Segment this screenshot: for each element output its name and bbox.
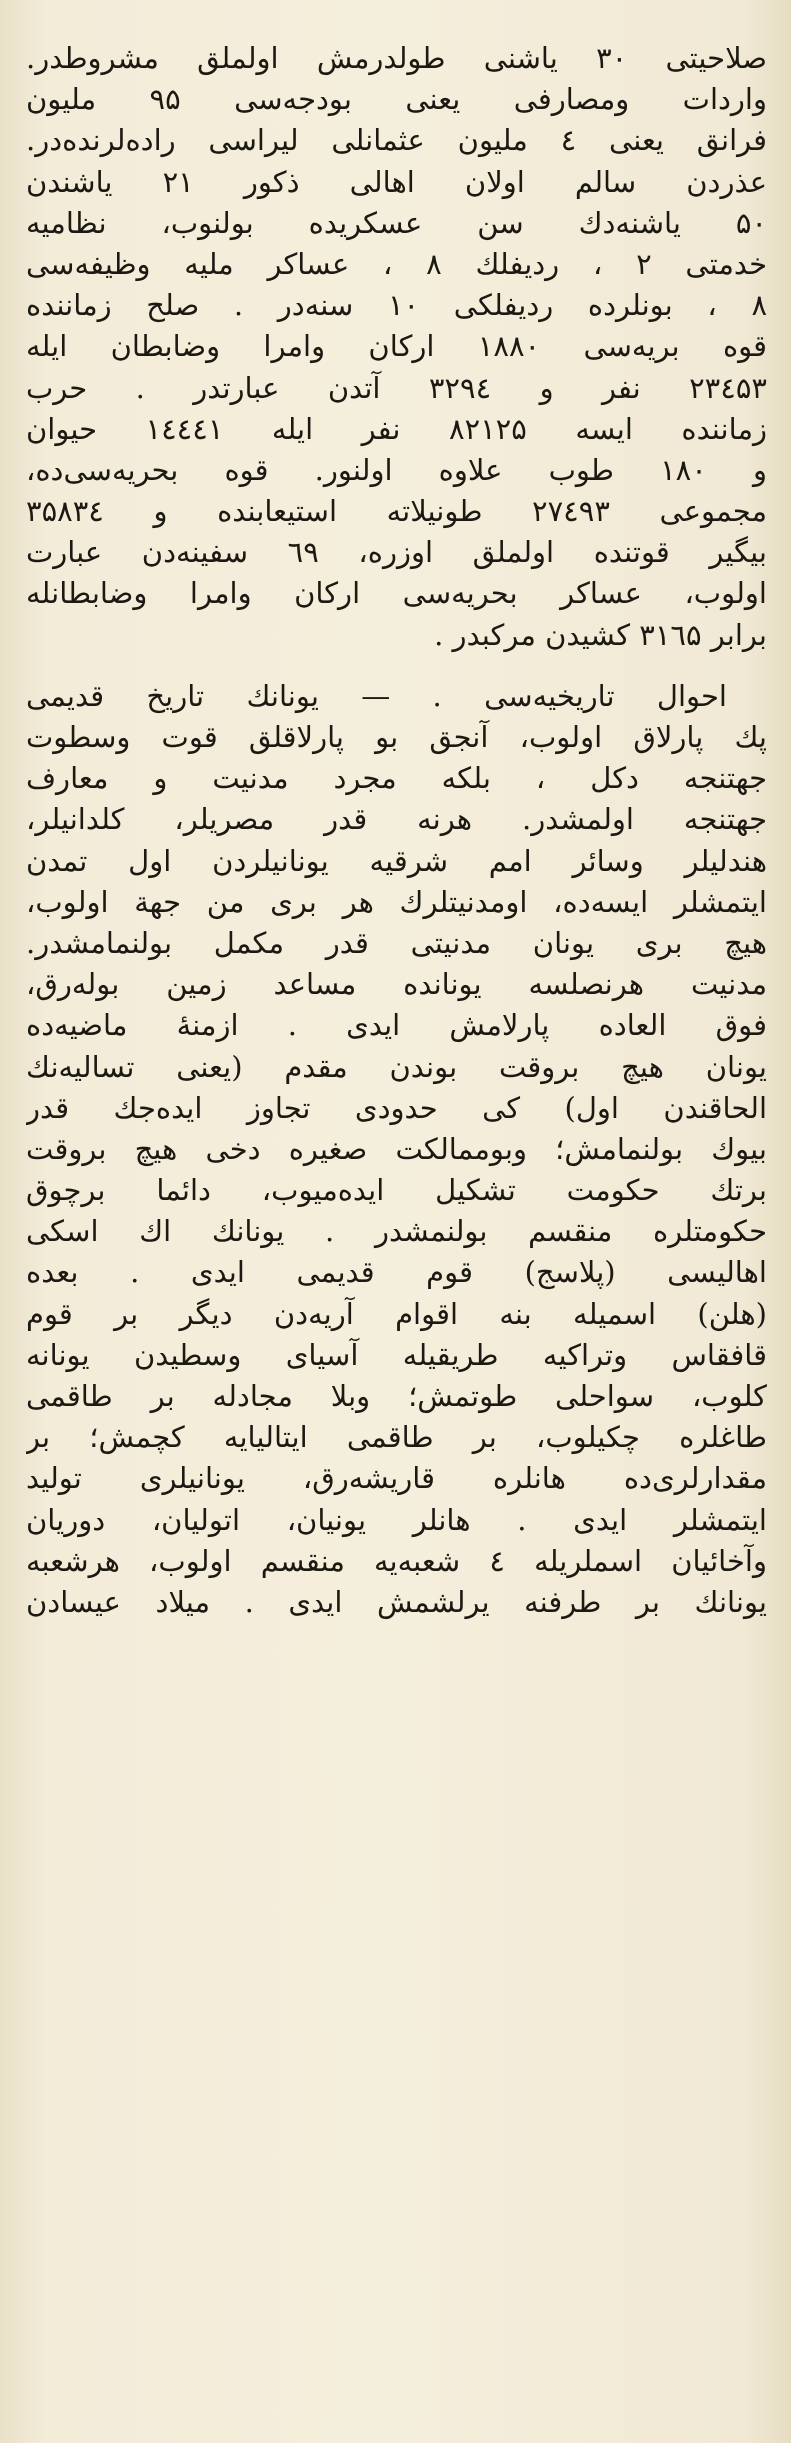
- text-line: بیگیر قوتنده اولملق اوزره، ٦۹ سفینه‌دن عبارت: [26, 535, 767, 570]
- text-line: خدمتی ۲ ، ردیفلك ۸ ، عساکر ملیه وظیفه‌سی: [26, 246, 767, 281]
- text-line: کلوب، سواحلی طوتمش؛ وبلا مجادله بر طاقمی: [26, 1379, 767, 1413]
- text-line: مجموعی ۲۷٤۹۳ طونیلاته استیعابنده و ۳۵۸۳٤: [26, 494, 767, 529]
- text-line: برتك حکومت تشکیل ایده‌میوب، دائما برچوق: [26, 1173, 767, 1208]
- text-line: یونان هیچ بروقت بوندن مقدم (یعنی تسالیه‌نك: [26, 1049, 767, 1084]
- text-line: جهتنجه اولمشدر. هرنه قدر مصریلر، کلدانیلر،: [26, 802, 767, 837]
- text-line: ۵۰ یاشنه‌دك سن عسکریده بولنوب، نظامیه: [26, 205, 767, 240]
- text-line: اهالیسی (پلاسج) قوم قدیمی ایدی . بعده: [26, 1255, 767, 1290]
- text-line: (هلن) اسمیله بنه اقوام آریه‌دن دیگر بر قوم: [26, 1296, 767, 1331]
- text-line: و ۱۸۰ طوب علاوه اولنور. قوه بحریه‌سی‌ده،: [26, 452, 767, 487]
- text-line: الحاقندن اول) کی حدودی تجاوز ایده‌جك قدر: [26, 1090, 767, 1125]
- text-line: فرانق یعنی ٤ ملیون عثمانلی لیراسی راده‌لرنده‌در.: [26, 123, 767, 158]
- section-heading-line: احوال تاریخیه‌سی . — یونانك تاریخ قدیمی: [26, 678, 727, 713]
- text-line: جهتنجه دکل ، بلکه مجرد مدنیت و معارف: [26, 761, 767, 796]
- text-line: وآخائیان اسملریله ٤ شعبه‌یه منقسم اولوب، هرشعبه: [26, 1543, 767, 1578]
- text-line: ۲۳٤۵۳ نفر و ۳۲۹٤ آتدن عبارتدر . حرب: [26, 370, 767, 405]
- text-line: قوه بریه‌سی ۱۸۸۰ ارکان وامرا وضابطان ایله: [26, 329, 767, 364]
- text-line: زماننده ایسه ۸۲۱۲۵ نفر ایله ۱٤٤٤۱ حیوان: [26, 411, 767, 446]
- text-line: پك پارلاق اولوب، آنجق بو پارلاقلق قوت وسطوت: [26, 720, 767, 754]
- text-line: فوق العاده پارلامش ایدی . ازمنهٔ ماضیه‌ده: [26, 1008, 767, 1043]
- text-line: اولوب، عساکر بحریه‌سی ارکان وامرا وضابطانله: [26, 576, 767, 611]
- text-line: هیچ بری یونان مدنیتی قدر مکمل بولنمامشدر.: [26, 925, 767, 960]
- text-line: ایتمشلر ایسه‌ده، اومدنیتلرك هر بری من جهة اولوب،: [26, 884, 767, 919]
- text-line: واردات ومصارفی یعنی بودجه‌سی ۹۵ ملیون: [26, 82, 767, 117]
- text-line: ۸ ، بونلرده ردیفلکی ۱۰ سنه‌در . صلح زماننده: [26, 288, 767, 323]
- text-line: مقدارلری‌ده هانلره قاریشه‌رق، یونانیلری تولید: [26, 1461, 767, 1496]
- text-line: طاغلره چکیلوب، بر طاقمی ایتالیایه کچمش؛ بر: [26, 1420, 767, 1455]
- text-line: بیوك بولنمامش؛ وبوممالکت صغیره دخی هیچ بروقت: [26, 1131, 767, 1166]
- text-line: برابر ۳۱٦۵ کشیدن مرکبدر .: [434, 617, 767, 652]
- text-line: قافقاس وتراکیه طریقیله آسیای وسطیدن یونانه: [26, 1337, 767, 1372]
- text-line: عذردن سالم اولان اهالی ذکور ۲۱ یاشندن: [26, 164, 767, 199]
- text-line: یونانك بر طرفنه یرلشمش ایدی . میلاد عیسادن: [26, 1584, 767, 1619]
- text-line: حکومتلره منقسم بولنمشدر . یونانك اك اسکی: [26, 1214, 767, 1249]
- paragraph-history: [26, 676, 767, 1623]
- text-line: مدنیت هرنصلسه یونانده مساعد زمین بوله‌رق،: [26, 967, 767, 1002]
- paragraph-statistics: [26, 38, 767, 656]
- text-line: هندلیلر وسائر امم شرقیه یونانیلردن اول تمدن: [26, 843, 767, 878]
- text-line: ایتمشلر ایدی . هانلر یونیان، اتولیان، دوریان: [26, 1502, 767, 1537]
- text-line: صلاحیتی ۳۰ یاشنی طولدرمش اولملق مشروطدر.: [26, 41, 767, 75]
